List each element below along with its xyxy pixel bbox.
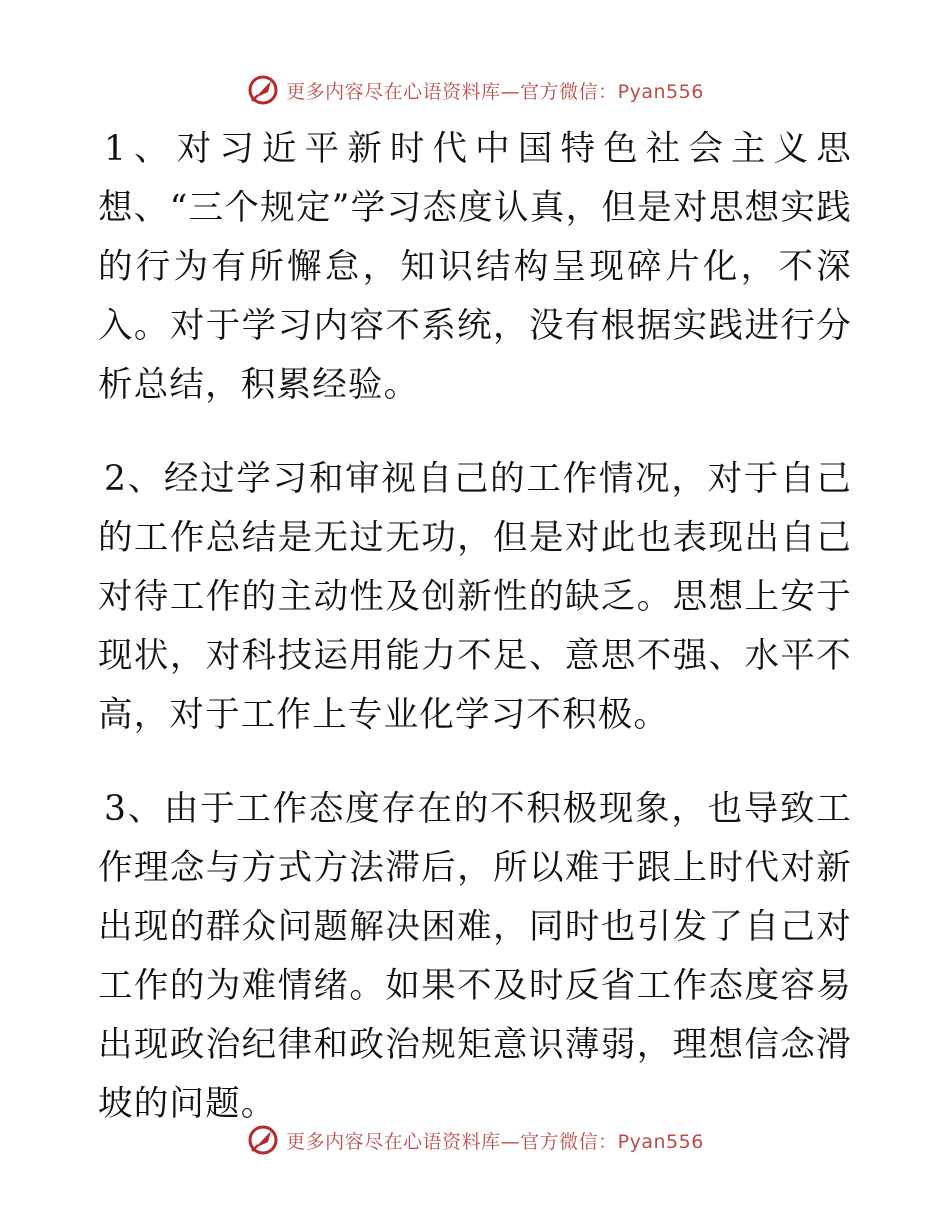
paragraph-1: 1、对习近平新时代中国特色社会主义思想、“三个规定”学习态度认真，但是对思想实践的行为有所懈怠，知识结构呈现碎片化，不深入。对于学习内容不系统，没有根据实践进行分析总结，积累经验。 [98, 129, 852, 405]
quill-pen-logo-icon [246, 73, 280, 107]
footer-watermark [0, 1120, 950, 1160]
quill-pen-logo-icon [246, 1123, 280, 1157]
paragraph-3: 3、由于工作态度存在的不积极现象，也导致工作理念与方式方法滞后，所以难于跟上时代对新出现的群众问题解决困难，同时也引发了自己对工作的为难情绪。如果不及时反省工作态度容易出现政治纪律和政治规矩意识薄弱，理想信念滑坡的问题。 [98, 789, 852, 1124]
header-watermark [0, 70, 950, 110]
watermark-text: 更多内容尽在心语资料库—官方微信：Pyan556 [286, 1130, 704, 1153]
document-body [98, 120, 852, 1169]
paragraph-2: 2、经过学习和审视自己的工作情况，对于自己的工作总结是无过无功，但是对此也表现出自己对待工作的主动性及创新性的缺乏。思想上安于现状，对科技运用能力不足、意思不强、水平不高，对于工作上专业化学习不积极。 [98, 459, 852, 735]
watermark-text: 更多内容尽在心语资料库—官方微信：Pyan556 [286, 80, 704, 103]
